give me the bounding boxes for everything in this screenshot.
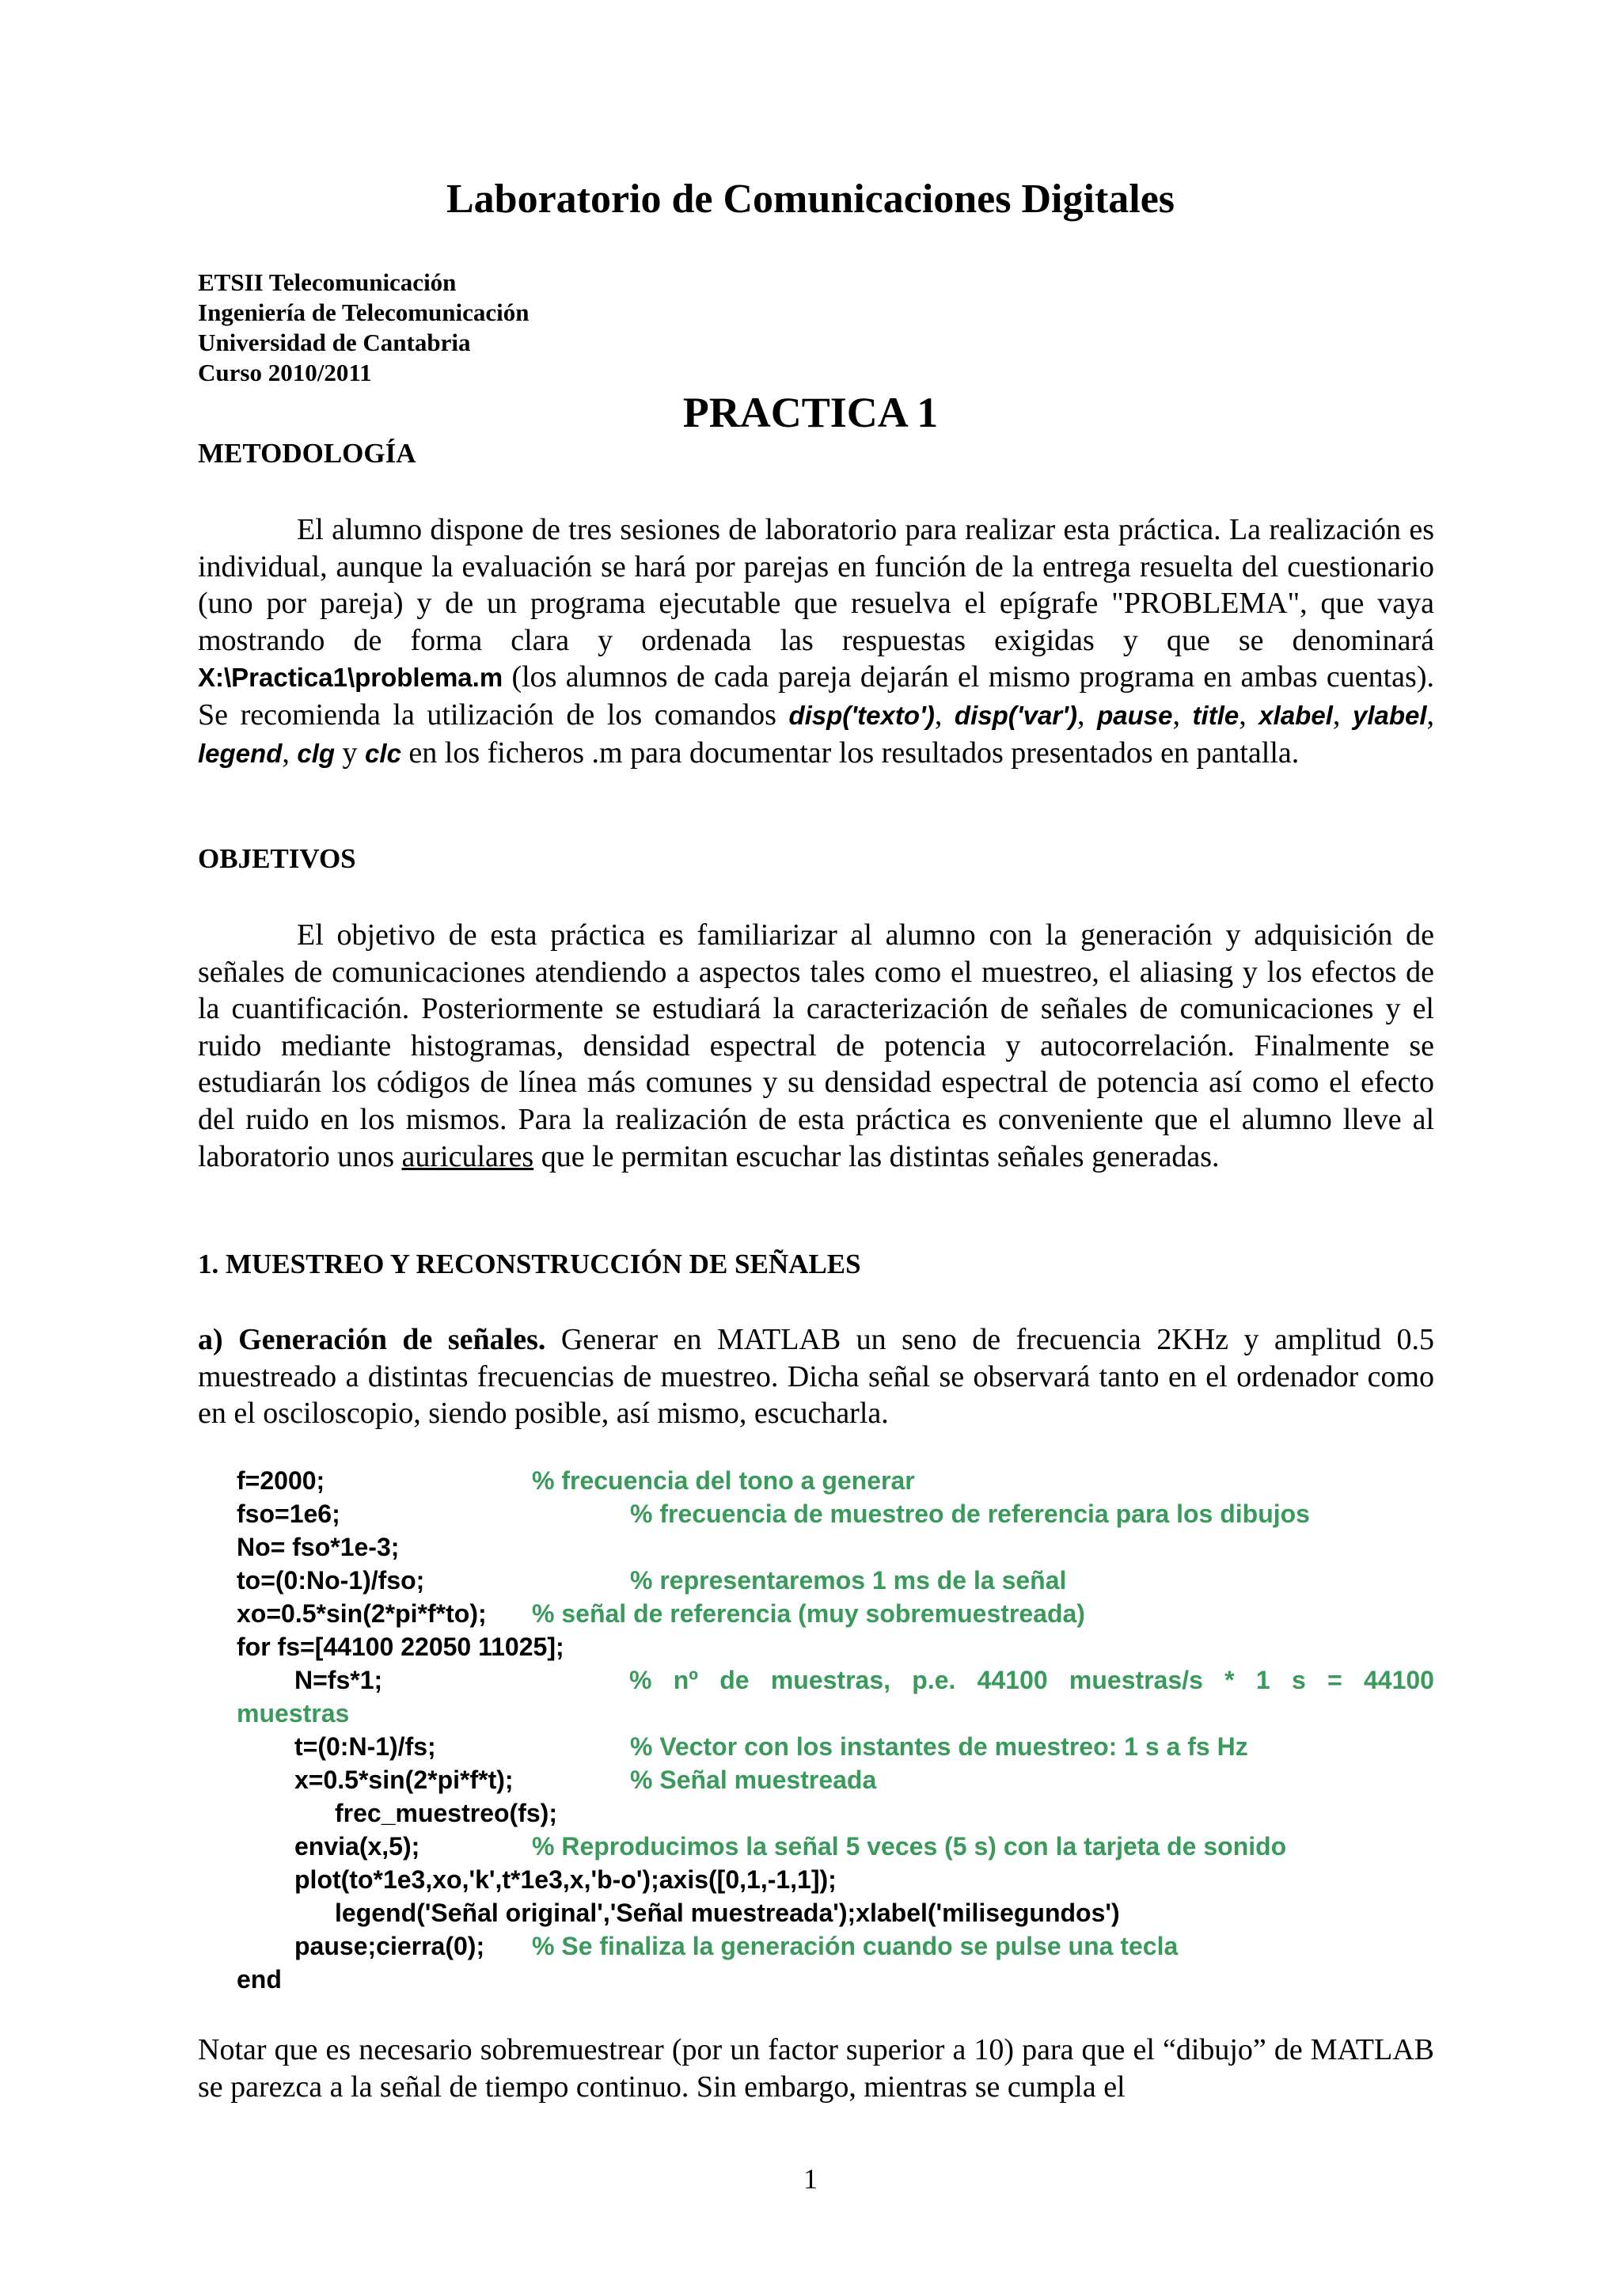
command: clg: [297, 738, 336, 768]
section-heading-metodologia: METODOLOGÍA: [198, 438, 416, 469]
code-line: end: [237, 1965, 282, 1994]
document-title: Laboratorio de Comunicaciones Digitales: [446, 177, 1175, 222]
code-line: for fs=[44100 22050 11025];: [237, 1633, 564, 1661]
command: clc: [365, 738, 401, 768]
code-comment: % frecuencia del tono a generar: [532, 1466, 915, 1495]
page-number: 1: [803, 2163, 818, 2195]
command: title: [1192, 700, 1239, 730]
paragraph-after-code: Notar que es necesario sobremuestrear (por un factor superior a 10) para que el “dibujo” de MATLAB se parezca a la señal de tiempo continuo. Sin embargo, mientras se cumpla el: [198, 2033, 1434, 2104]
code-line: legend('Señal original','Señal muestreada');xlabel('milisegundos'): [335, 1899, 1120, 1927]
command: xlabel: [1258, 700, 1333, 730]
code-line: frec_muestreo(fs);: [335, 1799, 557, 1827]
institution-line: ETSII Telecomunicación: [198, 268, 457, 296]
institution-line: Universidad de Cantabria: [198, 329, 471, 356]
code-comment: % Vector con los instantes de muestreo: 1 s a fs Hz: [630, 1732, 1248, 1761]
paragraph-muestreo: a) Generación de señales. Generar en MATLAB un seno de frecuencia 2KHz y amplitud 0.5 muestreado a distintas frecuencias de muestreo. Dicha señal se observará tanto en el ordenador como en el osciloscopio, siendo posible, así mismo, escucharla.: [198, 1323, 1434, 1431]
code-line: envia(x,5);: [294, 1832, 420, 1861]
institution-block: [198, 268, 530, 388]
code-comment: % señal de referencia (muy sobremuestreada): [532, 1599, 1085, 1628]
code-line: x=0.5*sin(2*pi*f*t);: [294, 1766, 514, 1794]
code-line: xo=0.5*sin(2*pi*f*to);: [237, 1599, 487, 1628]
code-comment: muestras: [237, 1699, 350, 1728]
code-comment: % Se finaliza la generación cuando se pulse una tecla: [532, 1932, 1179, 1960]
institution-line: Curso 2010/2011: [198, 359, 372, 386]
code-comment: % frecuencia de muestreo de referencia para los dibujos: [630, 1500, 1310, 1528]
code-line: f=2000;: [237, 1466, 325, 1495]
command: legend: [198, 738, 283, 768]
code-line: plot(to*1e3,xo,'k',t*1e3,x,'b-o');axis([0,1,-1,1]);: [294, 1865, 837, 1894]
institution-line: Ingeniería de Telecomunicación: [198, 298, 530, 326]
command: disp('texto'): [788, 700, 935, 730]
command: disp('var'): [954, 700, 1077, 730]
code-line: No= fso*1e-3;: [237, 1533, 400, 1561]
paragraph-objetivos: El objetivo de esta práctica es familiarizar al alumno con la generación y adquisición de señales de comunicaciones atendiendo a aspectos tales como el muestreo, el aliasing y los efectos de la cuantificación. Posteriormente se estudiará la caracterización de señales de comunicaciones y el ruido mediante histogramas, densidad espectral de potencia y autocorrelación. Finalmente se estudiarán los códigos de línea más comunes y su densidad espectral de potencia así como el efecto del ruido en los mismos. Para la realización de esta práctica es conveniente que el alumno lleve al laboratorio unos auriculares que le permitan escuchar las distintas señales generadas.: [198, 918, 1434, 1173]
code-line: pause;cierra(0);: [294, 1932, 485, 1960]
code-line: to=(0:No-1)/fso;: [237, 1566, 425, 1595]
section-heading-objetivos: OBJETIVOS: [198, 843, 356, 874]
code-comment: % Reproducimos la señal 5 veces (5 s) con la tarjeta de sonido: [532, 1832, 1287, 1861]
code-line: N=fs*1;: [294, 1666, 383, 1694]
subsection-heading: a) Generación de señales.: [198, 1323, 546, 1356]
code-comment: % representaremos 1 ms de la señal: [630, 1566, 1067, 1595]
code-comment-wrapped: % nº de muestras, p.e. 44100 muestras/s * 1 s = 44100: [629, 1666, 1434, 1694]
code-line: t=(0:N-1)/fs;: [294, 1732, 436, 1761]
code-comment: % Señal muestreada: [630, 1766, 877, 1794]
section-heading-muestreo: 1. MUESTREO Y RECONSTRUCCIÓN DE SEÑALES: [198, 1249, 861, 1279]
practice-title: PRACTICA 1: [682, 389, 939, 436]
command: ylabel: [1352, 700, 1427, 730]
underlined-word: auriculares: [401, 1139, 534, 1173]
paragraph-metodologia: El alumno dispone de tres sesiones de laboratorio para realizar esta práctica. La realización es individual, aunque la evaluación se hará por parejas en función de la entrega resuelta del cuestionario (uno por pareja) y de un programa ejecutable que resuelva el epígrafe "PROBLEMA", que vaya mostrando de forma clara y ordenada las respuestas exigidas y que se denominará X:\Practica1\problema.m (los alumnos de cada pareja dejarán el mismo programa en ambas cuentas). Se recomienda la utilización de los comandos disp('texto'), disp('var'), pause, title, xlabel, ylabel, legend, clg y clc en los ficheros .m para documentar los resultados presentados en pantalla.: [198, 513, 1435, 770]
code-line: fso=1e6;: [237, 1500, 340, 1528]
command: pause: [1097, 700, 1173, 730]
file-path: X:\Practica1\problema.m: [198, 663, 503, 693]
